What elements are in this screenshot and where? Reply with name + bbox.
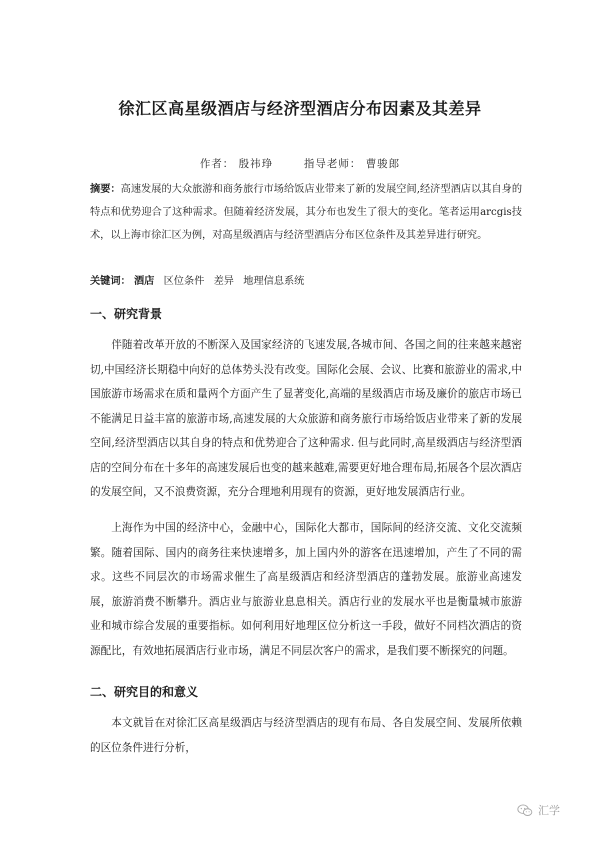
section-heading: 一、研究背景 [90, 307, 163, 321]
keywords [90, 272, 522, 287]
author-name: 殷祎琤 [238, 158, 274, 170]
keyword: 酒店 [134, 275, 155, 287]
abstract [90, 178, 522, 247]
keyword: 差异 [213, 276, 234, 287]
watermark-text: 汇学 [538, 804, 560, 817]
advisor-name: 曹骏郎 [365, 158, 401, 170]
author-label: 作者： [199, 158, 235, 170]
paragraph: 本文就旨在对徐汇区高星级酒店与经济型酒店的现有布局、各自发展空间、发展所依赖的区位条件进行分析， [90, 717, 522, 754]
section-heading: 二、研究目的和意义 [90, 685, 199, 699]
abstract-text: 高速发展的大众旅游和商务旅行市场给饭店业带来了新的发展空间,经济型酒店以其自身的特点和优势迎合了这种需求。但随着经济发展，其分布也发生了很大的变化。笔者运用arcgis技术，以上海市徐汇区为例，对高星级酒店与经济型酒店分布区位条件及其差异进行研究。 [90, 184, 523, 241]
wechat-icon [517, 804, 533, 817]
author-line [0, 156, 600, 171]
abstract-label: 摘要： [90, 184, 121, 195]
advisor-label: 指导老师： [303, 158, 362, 170]
paper-title: 徐汇区高星级酒店与经济型酒店分布因素及其差异 [118, 99, 482, 118]
paragraph: 上海作为中国的经济中心，金融中心，国际化大都市，国际间的经济交流、文化交流频繁。随着国际、国内的商务往来快速增多，加上国内外的游客在迅速增加，产生了不同的需求。这些不同层次的市场需求催生了高星级酒店和经济型酒店的蓬勃发展。旅游业高速发展，旅游消费不断攀升。酒店业与旅游业息息相关。酒店行业的发展水平也是衡量城市旅游业和城市综合发展的重要指标。如何利用好地理区位分析这一手段，做好不同档次酒店的资源配比，有效地拓展酒店行业市场，满足不同层次客户的需求，是我们要不断探究的问题。 [90, 522, 522, 657]
keywords-label: 关键词： [90, 276, 131, 287]
keyword: 地理信息系统 [243, 276, 305, 287]
keyword: 区位条件 [163, 276, 205, 287]
paragraph: 伴随着改革开放的不断深入及国家经济的飞速发展,各城市间、各国之间的往来越来越密切,中国经济长期稳中向好的总体势头没有改变。国际化会展、会议、比赛和旅游业的需求,中国旅游市场需求在质和量两个方面产生了显著变化,高端的星级酒店市场及廉价的旅店市场已不能满足日益丰富的旅游市场,高速发展的大众旅游和商务旅行市场给饭店业带来了新的发展空间,经济型酒店以其自身的特点和优势迎合了这种需求. 但与此同时,高星级酒店与经济型酒店的空间分布在十多年的高速发展后也变的越来越难,需要更好地合理布局,拓展各个层次酒店的发展空间，又不浪费资源，充分合理地利用现有的资源，更好地发展酒店行业。 [90, 339, 522, 498]
watermark [517, 802, 560, 818]
